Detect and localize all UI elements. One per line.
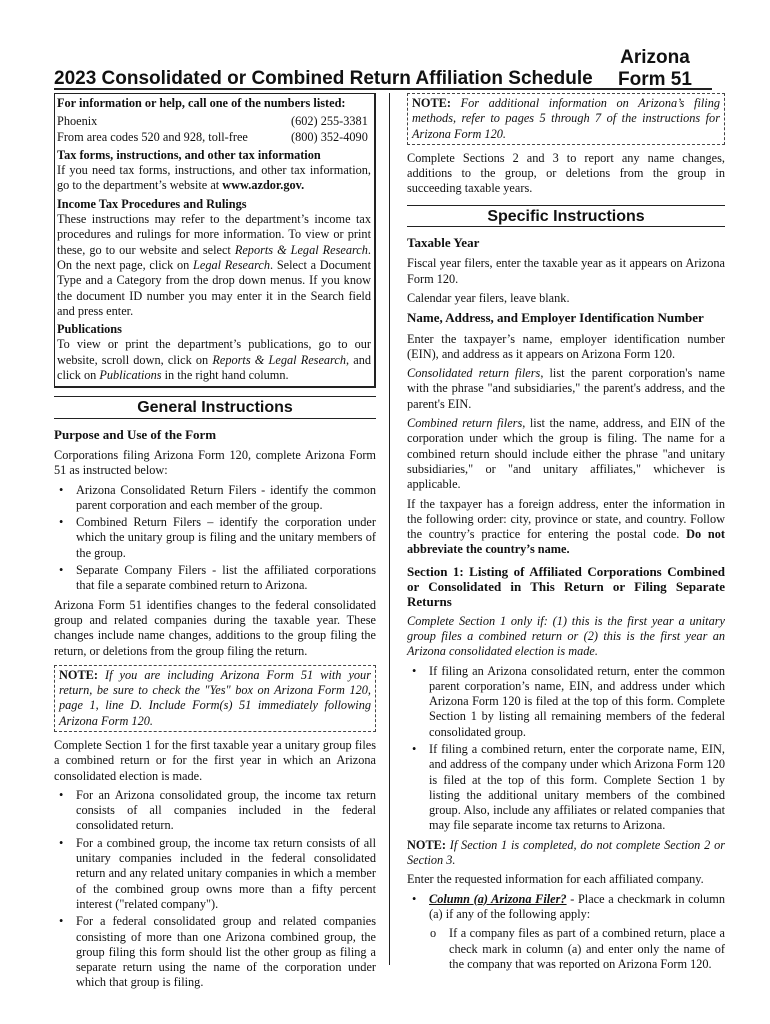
foreign-bold: Do not abbreviate the country’s name. (407, 527, 725, 557)
info-box (54, 93, 376, 388)
phoenix-phone: (602) 255-3381 (291, 114, 368, 129)
note-text: For additional information on Arizona’s filing methods, refer to pages 5 through 7 of the instructions for Arizona Form 120. (412, 96, 720, 141)
publications-heading: Publications (57, 322, 122, 337)
area-row (57, 130, 371, 145)
tax-forms-heading: Tax forms, instructions, and other tax information (57, 147, 321, 162)
purpose-heading: Purpose and Use of the Form (54, 426, 217, 442)
combined-text (407, 416, 725, 492)
tax-forms-text (57, 163, 371, 194)
publications-text (57, 337, 371, 383)
note-text: If Section 1 is completed, do not complete Section 2 or Section 3. (407, 837, 725, 868)
title-rule (54, 88, 712, 90)
phoenix-label: Phoenix (57, 114, 98, 129)
list-item: • Combined Return Filers – identify the corporation under which the unitary group is filing and the unitary members of the group. (76, 515, 376, 561)
column-divider (389, 93, 390, 965)
list-item: • Separate Company Filers - list the affiliated corporations that file a separate combined return to Arizona. (76, 563, 376, 594)
list-item: • If filing an Arizona consolidated return, enter the common parent corporation’s name, EIN, and address under which Arizona Form 120 is filed at the top of this form. Complete Section 1 by listing all remaining members of the federal consolidated group. (429, 664, 725, 740)
procedures-text (57, 212, 371, 319)
specific-instructions-heading: Specific Instructions (407, 205, 725, 227)
publications-body-2: , and click on (57, 352, 371, 383)
procedures-body-1: These instructions may refer to the department’s income tax procedures and rulings for more information. To view or print these, go to our website and select (57, 212, 371, 257)
general-instructions-heading: General Instructions (54, 396, 376, 418)
list-item: • For a combined group, the income tax return consists of all unitary companies included in the federal consolidated return and any related unitary companies in which a member of the combined group owns more than a fifty percent interest ("related company"). (76, 836, 376, 912)
phoenix-row (57, 114, 371, 129)
section1-note (407, 838, 725, 869)
note-label: NOTE: (59, 667, 98, 682)
combined-body: , list the name, address, and EIN of the corporation under which the group is filing. The name for a combined return should include either the phrase "and unitary subsidiaries," or "and unitary affiliates," whichever is applicable. (407, 416, 725, 492)
schedule-title: 2023 Consolidated or Combined Return Affiliation Schedule (54, 68, 593, 89)
tax-forms-body: If you need tax forms, instructions, and other tax information, go to the department’s website at (57, 163, 371, 193)
section1-heading: Section 1: Listing of Affiliated Corporations Combined or Consolidated in This Return or Filing Separate Returns (407, 563, 725, 610)
publications-body-3: in the right hand column. (164, 368, 289, 383)
list-item (429, 892, 725, 923)
column-list (407, 892, 725, 923)
help-heading: For information or help, call one of the numbers listed: (57, 96, 346, 110)
note-label: NOTE: (412, 96, 451, 110)
purpose-list (54, 483, 376, 594)
section1-intro: Complete Section 1 for the first taxable year a unitary group files a combined return or for the first year in which an Arizona consolidated election is made. (54, 737, 376, 783)
publications-body-1: To view or print the department’s publications, go to our website, scroll down, click on (57, 337, 371, 367)
complete-sections-text: Complete Sections 2 and 3 to report any name changes, additions to the group, or deletions from the group in succeeding taxable years. (407, 150, 725, 196)
consolidated-label: Consolidated return filers (407, 366, 541, 381)
right-column (407, 93, 725, 976)
list-item: • Arizona Consolidated Return Filers - identify the common parent corporation and each member of the group. (76, 483, 376, 514)
left-column (54, 93, 376, 995)
column-a-text: - Place a checkmark in column (a) if any of the following apply: (429, 891, 725, 921)
foreign-text (407, 497, 725, 558)
procedures-link-1: Reports & Legal Research (234, 242, 368, 257)
purpose-text: Corporations filing Arizona Form 120, complete Arizona Form 51 as instructed below: (54, 447, 376, 478)
list-item: • For a federal consolidated group and related companies consisting of more than one Arizona combined group, the group filing this form should list the other group as filing a separate return using the name of the corporation under which that group is filing. (76, 914, 376, 990)
taxable-year-heading: Taxable Year (407, 235, 480, 251)
area-phone: (800) 352-4090 (291, 129, 368, 144)
calendar-text: Calendar year filers, leave blank. (407, 290, 570, 305)
fiscal-text: Fiscal year filers, enter the taxable year as it appears on Arizona Form 120. (407, 256, 725, 286)
publications-link-2: Publications (99, 368, 162, 383)
procedures-heading: Income Tax Procedures and Rulings (57, 196, 247, 211)
section1-list (54, 788, 376, 991)
note-text: If you are including Arizona Form 51 with your return, be sure to check the "Yes" box on Arizona Form 120, page 1, line D. Include Form(s) 51 immediately following Arizona Form 120. (59, 667, 371, 728)
website-link[interactable]: www.azdor.gov. (222, 178, 305, 193)
procedures-link-2: Legal Research (193, 257, 271, 272)
procedures-body-2: . On the next page, click on (57, 242, 371, 272)
changes-text: Arizona Form 51 identifies changes to the federal consolidated group and related companies during the taxable year. These changes include name changes, additions to the group filing the return, or deletions from the group filing the return. (54, 597, 376, 658)
procedures-body-3: . Select a Document Type and a Category from the drop down menus. If you know the document ID number you may enter it in the Search field and press enter. (57, 257, 371, 318)
column-a-label: Column (a) Arizona Filer? (429, 891, 567, 906)
consolidated-text (407, 366, 725, 412)
name-text: Enter the taxpayer’s name, employer identification number (EIN), and address as it appears on Arizona Form 120. (407, 331, 725, 361)
note-label: NOTE: (407, 837, 446, 852)
form-title: Arizona Form 51 (618, 47, 692, 90)
list-item: o If a company files as part of a combined return, place a check mark in column (a) and enter only the name of the company that was reported on Arizona Form 120. (449, 926, 725, 972)
filing-note-box (407, 93, 725, 145)
list-item: • For an Arizona consolidated group, the income tax return consists of all companies included in the federal consolidated return. (76, 788, 376, 834)
right-section1-list (407, 664, 725, 834)
foreign-body: If the taxpayer has a foreign address, enter the information in the following order: city, province or state, and country. Follow the country’s practice for entering the postal code. (407, 496, 725, 542)
combined-label: Combined return filers (407, 416, 523, 431)
publications-link-1: Reports & Legal Research (212, 352, 346, 367)
enter-text: Enter the requested information for each affiliated company. (407, 872, 704, 887)
list-item: • If filing a combined return, enter the corporate name, EIN, and address of the company under which Arizona Form 120 is filed at the top of this form. Complete Section 1 by listing the additional unitary members of the combined group. Also, include any affiliates or related companies that may file separate income tax returns to Arizona. (429, 742, 725, 834)
area-label: From area codes 520 and 928, toll-free (57, 129, 248, 144)
column-a-sublist (407, 926, 725, 972)
consolidated-body: , list the parent corporation's name with the phrase "and subsidiaries," the parent's address, and the parent's EIN. (407, 366, 725, 411)
section1-italic: Complete Section 1 only if: (1) this is the first year a unitary group files a combined return or (2) this is the first year an Arizona consolidated election is made. (407, 613, 725, 659)
note-box (54, 665, 376, 732)
name-address-heading: Name, Address, and Employer Identification Number (407, 310, 704, 326)
